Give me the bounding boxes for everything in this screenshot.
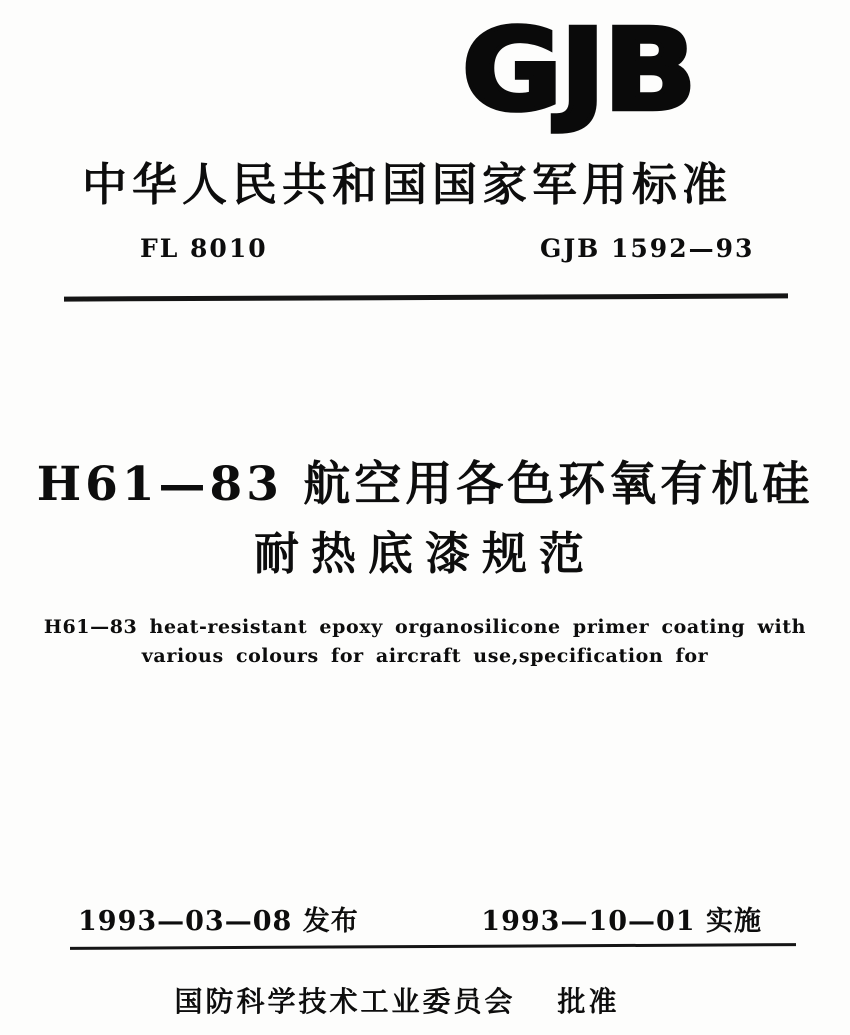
approval-organization: 国防科学技术工业委员会 [174,985,516,1018]
standard-number: GJB 1592—93 [540,234,755,263]
classification-code: FL 8010 [140,234,268,263]
code-row [0,234,850,268]
bottom-divider-rule [70,943,796,950]
top-divider-rule [64,293,788,301]
document-title-cn-line2: 耐热底漆规范 [253,527,596,580]
national-standard-header: 中华人民共和国国家军用标准 [82,158,733,211]
date-row [0,899,850,935]
gjb-logo: GJB [462,4,695,136]
issue-date: 1993—03—08 发布 [78,906,359,937]
implementation-date: 1993—10—01 实施 [481,906,762,937]
approval-label: 批准 [557,985,620,1018]
approval-line [0,980,822,1020]
document-title-cn-line1: H61—83 航空用各色环氧有机硅 [36,457,814,512]
document-title-en-line1: H61—83 heat-resistant epoxy organosilicone primer coating with [43,616,807,638]
document-title-en-line2: various colours for aircraft use,specification for [141,645,709,667]
